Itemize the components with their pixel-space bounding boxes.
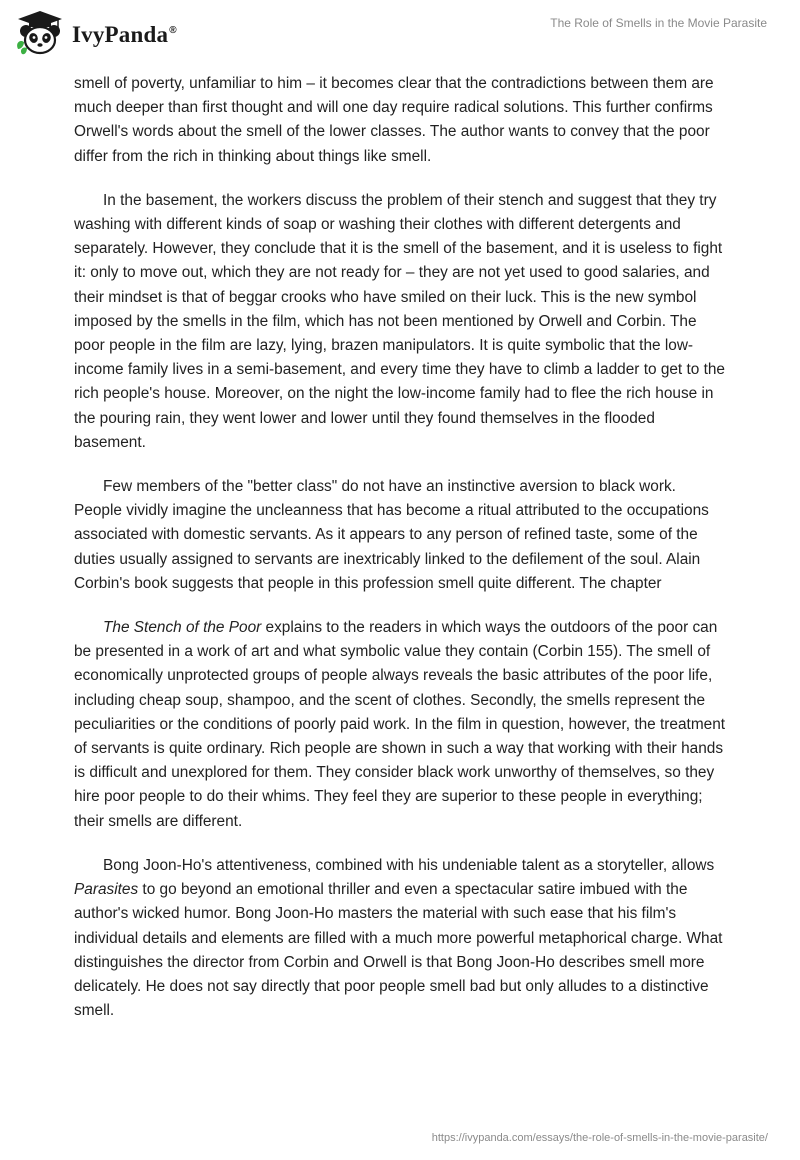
ivypanda-logo[interactable] <box>14 9 177 57</box>
chapter-title: The Stench of the Poor <box>103 619 262 637</box>
brand-name <box>72 22 177 48</box>
brand-label: IvyPanda <box>72 22 169 47</box>
paragraph-5-intro: Bong Joon-Ho's attentiveness, combined with his undeniable talent as a storyteller, allows <box>103 856 715 874</box>
paragraph-2: In the basement, the workers discuss the problem of their stench and suggest that they try washing with different kinds of soap or washing their clothes with different detergents and separately. However, they conclude that it is the smell of the basement, and it is useless to fight it: only to move out, which they are not ready for – they are not yet used to good salaries, and their mindset is that of beggar crooks who have smiled on their luck. This is the new symbol imposed by the smells in the film, which has not been mentioned by Orwell and Corbin. The poor people in the film are lazy, lying, brazen manipulators. It is quite symbolic that the low-income family lives in a semi-basement, and every time they have to climb a ladder to get to the rich people's house. Moreover, on the night the low-income family had to flee the rich house in the pouring rain, they went lower and lower until they found themselves in the flooded basement. <box>74 191 725 451</box>
paragraph-3: Few members of the "better class" do not have an instinctive aversion to black work. People vividly imagine the uncleanness that has become a ritual attributed to the occupations associated with domestic servants. As it appears to any person of refined taste, some of the duties usually assigned to servants are inextricably linked to the defilement of the soul. Alain Corbin's book suggests that people in this profession smell quite different. The chapter <box>74 478 709 592</box>
paragraph-1: smell of poverty, unfamiliar to him – it becomes clear that the contradictions between them are much deeper than first thought and will one day require radical solutions. This further confirms Orwell's words about the smell of the lower classes. The author wants to convey that the poor differ from the rich in thinking about things like smell. <box>74 75 714 165</box>
registered-mark: ® <box>169 25 177 37</box>
paragraph-5 <box>74 854 726 1023</box>
panda-graduate-icon <box>14 9 66 57</box>
page-header <box>0 0 800 62</box>
paragraph-4 <box>74 616 726 834</box>
paragraph-4-text: explains to the readers in which ways the outdoors of the poor can be presented in a work of art and what symbolic value they contain (Corbin 155). The smell of economically unprotected groups of people always reveals the basic attributes of the poor life, including cheap soup, shampoo, and the scent of clothes. Secondly, the smells represent the peculiarities or the conditions of poorly paid work. In the film in question, however, the treatment of servants is quite ordinary. Rich people are shown in such a way that working with their hands is difficult and unexplored for them. They consider black work unworthy of themselves, so they hire poor people to do their whims. They feel they are superior to these people in everything; their smells are different. <box>74 619 726 830</box>
film-title: Parasites <box>74 881 139 899</box>
paragraph-5-text: to go beyond an emotional thriller and even a spectacular satire imbued with the author's wicked humor. Bong Joon-Ho masters the material with such ease that his film's individual details and elements are filled with a much more powerful metaphorical charge. What distinguishes the director from Corbin and Orwell is that Bong Joon-Ho describes smell more delicately. He does not say directly that poor people smell bad but only alludes to a distinctive smell. <box>74 881 723 1020</box>
document-title: The Role of Smells in the Movie Parasite <box>550 16 767 30</box>
source-url[interactable]: https://ivypanda.com/essays/the-role-of-smells-in-the-movie-parasite/ <box>431 1132 768 1144</box>
essay-body <box>74 72 726 1043</box>
